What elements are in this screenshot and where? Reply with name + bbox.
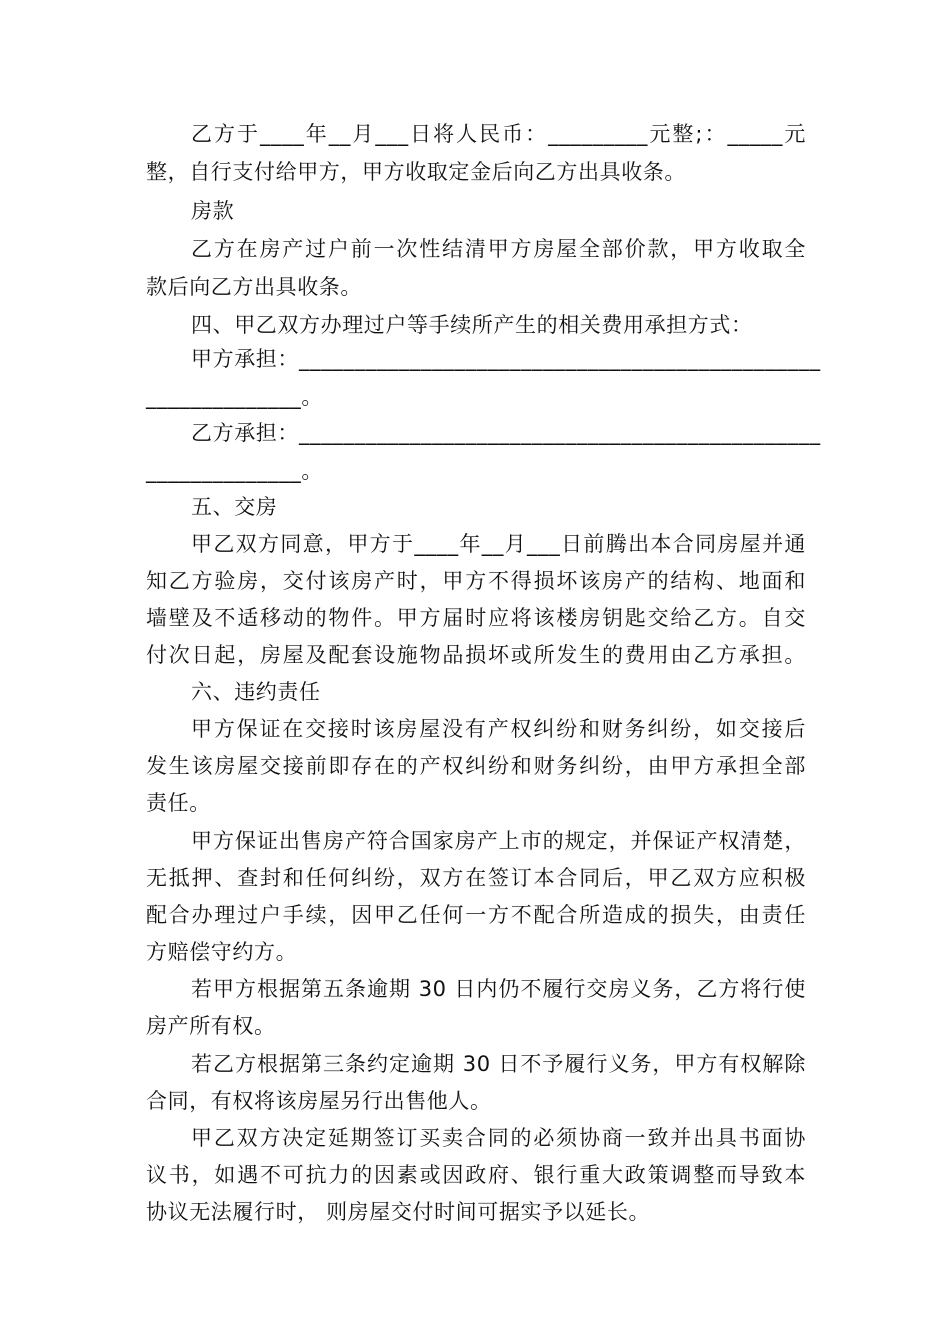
section-heading: 四、甲乙双方办理过户等手续所产生的相关费用承担方式：	[191, 313, 753, 337]
text-line: 合同，有权将该房屋另行出售他人。	[146, 1089, 492, 1113]
text-line: 甲方承担：_______________________________________________	[191, 347, 821, 371]
text-line: 墙壁及不适移动的物件。甲方届时应将该楼房钥匙交给乙方。自交	[146, 606, 806, 630]
text-line: 配合办理过户手续，因甲乙任何一方不配合所造成的损失，由责任	[146, 903, 806, 927]
text-line: 无抵押、查封和任何纠纷，双方在签订本合同后，甲乙双方应积极	[146, 866, 806, 890]
text-line: 责任。	[146, 791, 211, 815]
text-line: 房产所有权。	[146, 1014, 276, 1038]
text-line: 付次日起，房屋及配套设施物品损坏或所发生的费用由乙方承担。	[146, 643, 806, 667]
section-heading: 六、违约责任	[191, 680, 321, 704]
text-line: 协议无法履行时， 则房屋交付时间可据实予以延长。	[146, 1200, 651, 1224]
text-line: 乙方在房产过户前一次性结清甲方房屋全部价款，甲方收取全	[191, 237, 806, 261]
text-line: 知乙方验房，交付该房产时，甲方不得损坏该房产的结构、地面和	[146, 569, 806, 593]
text-line: 若甲方根据第五条逾期 30 日内仍不履行交房义务，乙方将行使	[191, 977, 806, 1001]
text-line: 乙方承担：_______________________________________________	[191, 421, 821, 445]
text-line: 甲乙双方同意，甲方于____年__月___日前腾出本合同房屋并通	[191, 532, 806, 556]
text-line: 甲方保证在交接时该房屋没有产权纠纷和财务纠纷，如交接后	[191, 717, 806, 741]
text-line: 若乙方根据第三条约定逾期 30 日不予履行义务，甲方有权解除	[191, 1052, 806, 1076]
text-line: 乙方于____年__月___日将人民币：_________元整;：_____元	[191, 122, 806, 146]
text-line: 甲乙双方决定延期签订买卖合同的必须协商一致并出具书面协	[191, 1126, 806, 1150]
text-line: 发生该房屋交接前即存在的产权纠纷和财务纠纷，由甲方承担全部	[146, 754, 806, 778]
text-line: ______________。	[146, 459, 323, 483]
section-heading: 房款	[191, 199, 235, 223]
text-line: 甲方保证出售房产符合国家房产上市的规定，并保证产权清楚，	[191, 829, 806, 853]
text-line: 款后向乙方出具收条。	[146, 275, 362, 299]
text-line: 方赔偿守约方。	[146, 940, 298, 964]
text-line: 议书，如遇不可抗力的因素或因政府、银行重大政策调整而导致本	[146, 1163, 806, 1187]
text-line: 整，自行支付给甲方，甲方收取定金后向乙方出具收条。	[146, 160, 686, 184]
section-heading: 五、交房	[191, 495, 278, 519]
text-line: ______________。	[146, 385, 323, 409]
